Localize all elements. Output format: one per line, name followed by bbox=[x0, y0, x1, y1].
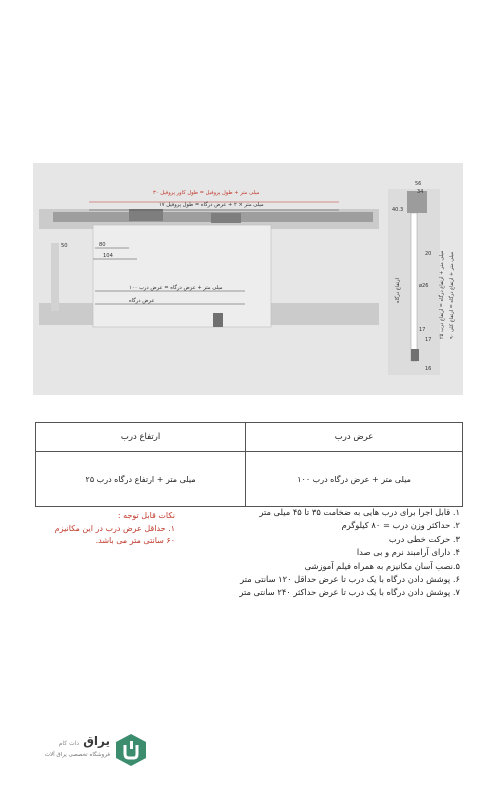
logo-tagline: فروشگاه تخصصی یراق آلات bbox=[44, 752, 110, 758]
side-17b: 17 bbox=[425, 337, 432, 343]
dim-50: 50 bbox=[61, 243, 68, 249]
dim-opening: عرض درگاه bbox=[129, 298, 155, 304]
technical-drawing bbox=[33, 163, 463, 395]
door-leaf bbox=[93, 225, 271, 327]
header-door-width: عرض درب bbox=[246, 423, 463, 452]
side-door-height: ۲۵ میلی متر + ارتفاع درگاه = ارتفاع درب bbox=[439, 250, 445, 339]
cell-door-width: ۱۰۰ میلی متر + عرض درگاه درب bbox=[246, 452, 463, 507]
feature-item: ۵.نصب آسان مکانیزم به همراه فیلم آموزشی bbox=[304, 560, 460, 571]
feature-item: ۷. پوشش دادن درگاه با یک درب تا عرض حداکثر ۲۴۰ سانتی متر bbox=[239, 587, 460, 598]
feature-item: ۳. حرکت خطی درب bbox=[388, 533, 460, 544]
trolley-left bbox=[129, 209, 163, 221]
side-34: 34 bbox=[417, 189, 424, 195]
attention-line: ۱. حداقل عرض درب در این مکانیزم bbox=[54, 523, 175, 533]
side-17a: 17 bbox=[419, 327, 426, 333]
feature-list bbox=[239, 506, 460, 600]
header-door-height: ارتفاع درب bbox=[36, 423, 246, 452]
feature-item: ۲. حداکثر وزن درب = ۸۰ کیلوگرم bbox=[341, 520, 460, 531]
logo-brand-name: یراق bbox=[83, 734, 110, 748]
side-20: 20 bbox=[425, 251, 432, 257]
logo-brand bbox=[59, 734, 110, 748]
side-floor-guide bbox=[411, 349, 419, 361]
feature-item: ۶. پوشش دادن درگاه با یک درب تا عرض حداقل ۱۲۰ سانتی متر bbox=[240, 574, 460, 585]
feature-item: ۴. دارای آرامبند نرم و بی صدا bbox=[356, 547, 460, 558]
dim-104: 104 bbox=[103, 253, 113, 259]
spec-table-row bbox=[36, 452, 463, 507]
spec-table-header-row bbox=[36, 423, 463, 452]
side-26: ø26 bbox=[419, 283, 429, 289]
dim-rail-total: ۳۰ میلی متر + طول پروفیل = طول کاور پروفیل bbox=[153, 190, 260, 196]
attention-title: نکات قابل توجه : bbox=[117, 511, 175, 520]
brand-logo[interactable] bbox=[42, 733, 152, 771]
side-56: 56 bbox=[415, 181, 422, 187]
dim-profile-length: ۱۷ میلی متر × ۲ + عرض درگاه = طول پروفیل bbox=[159, 202, 264, 208]
wall-left-post bbox=[51, 243, 59, 311]
attention-line: ۶۰ سانتی متر می باشد. bbox=[95, 536, 175, 545]
side-door-leaf bbox=[411, 213, 417, 361]
side-opening-height: ارتفاع درگاه bbox=[395, 278, 401, 303]
spec-table bbox=[35, 422, 463, 507]
dim-80: 80 bbox=[99, 242, 106, 248]
cell-door-height: ۲۵ میلی متر + ارتفاع درگاه درب bbox=[36, 452, 246, 507]
trolley-right bbox=[211, 213, 241, 223]
side-16: 16 bbox=[425, 366, 432, 372]
feature-item: ۱. قابل اجرا برای درب هایی به ضخامت ۳۵ تا ۴۵ میلی متر bbox=[259, 507, 460, 517]
logo-brand-suffix: دات کام bbox=[58, 740, 79, 747]
side-40-3: 40.3 bbox=[392, 207, 404, 213]
logo-mark-icon bbox=[114, 733, 148, 767]
floor-guide bbox=[213, 313, 223, 327]
dim-door-width: ۱۰۰ میلی متر + عرض درگاه = عرض درب bbox=[129, 285, 223, 291]
attention-note bbox=[35, 510, 175, 548]
side-total-height: ۹۰ میلی متر + ارتفاع درگاه = ارتفاع کلی bbox=[449, 251, 455, 339]
